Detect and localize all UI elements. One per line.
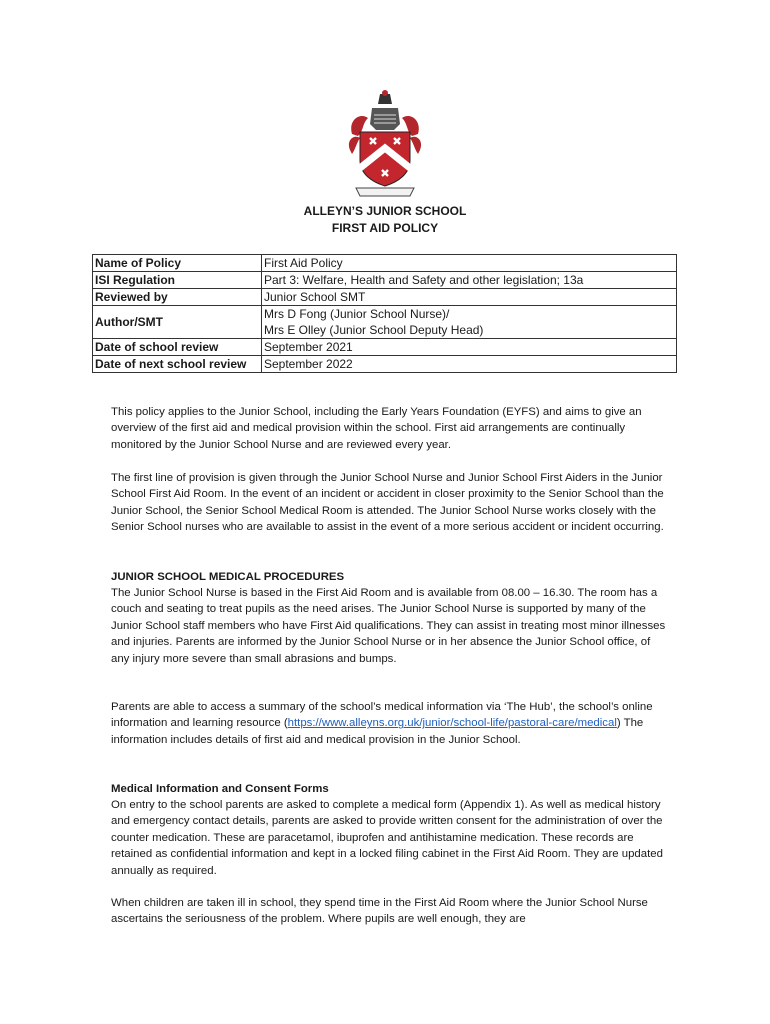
table-row	[93, 255, 677, 272]
row-value	[262, 306, 677, 339]
hub-text-after: ) The information includes details of first aid and medical provision in the Junior School.	[111, 717, 644, 746]
row-label: Name of Policy	[93, 255, 262, 272]
school-crest	[346, 90, 424, 198]
row-label: ISI Regulation	[93, 272, 262, 289]
row-label: Date of next school review	[93, 356, 262, 373]
row-value: Junior School SMT	[262, 289, 677, 306]
author-line-1: Mrs D Fong (Junior School Nurse)/	[264, 307, 450, 321]
hub-text-before: Parents are able to access a summary of the school’s medical information via ‘The Hub’, the school’s online information and learning resource (	[111, 701, 653, 730]
consent-heading: Medical Information and Consent Forms	[111, 783, 329, 795]
row-label: Reviewed by	[93, 289, 262, 306]
table-row	[93, 339, 677, 356]
consent-paragraph: On entry to the school parents are asked to complete a medical form (Appendix 1). As well as medical history and emergency contact details, parents are asked to provide written consent for the administration of over the counter medication. These are paracetamol, ibuprofen and antihistamine medication. These records are retained as confidential information and kept in a locked filing cabinet in the First Aid Room. They are updated annually as required.	[111, 799, 663, 877]
row-value: September 2022	[262, 356, 677, 373]
table-row	[93, 356, 677, 373]
first-line-paragraph: The first line of provision is given through the Junior School Nurse and Junior School First Aiders in the Junior School First Aid Room. In the event of an incident or accident in closer proximity to the Senior School than the Junior School, the Senior School Medical Room is attended. The Junior School Nurse works closely with the Senior School nurses who are available to assist in the event of a more serious accident or incident occurring.	[111, 472, 664, 534]
row-label: Author/SMT	[93, 306, 262, 339]
intro-paragraph: This policy applies to the Junior School, including the Early Years Foundation (EYFS) and aims to give an overview of the first aid and medical provision within the school. First aid arrangements are continually monitored by the Junior School Nurse and are reviewed every year.	[111, 406, 642, 451]
row-label: Date of school review	[93, 339, 262, 356]
table-row	[93, 272, 677, 289]
row-value: First Aid Policy	[262, 255, 677, 272]
row-value: September 2021	[262, 339, 677, 356]
illness-paragraph: When children are taken ill in school, they spend time in the First Aid Room where the Junior School Nurse ascertains the seriousness of the problem. Where pupils are well enough, they are	[111, 897, 648, 926]
school-name: ALLEYN’S JUNIOR SCHOOL	[303, 204, 467, 218]
policy-info-table	[92, 254, 677, 373]
author-line-2: Mrs E Olley (Junior School Deputy Head)	[264, 323, 484, 337]
table-row	[93, 289, 677, 306]
policy-title: FIRST AID POLICY	[331, 221, 439, 235]
table-row	[93, 306, 677, 339]
procedures-heading: JUNIOR SCHOOL MEDICAL PROCEDURES	[111, 571, 345, 583]
medical-info-link[interactable]: https://www.alleyns.org.uk/junior/school-life/pastoral-care/medical	[287, 717, 617, 730]
procedures-paragraph: The Junior School Nurse is based in the First Aid Room and is available from 08.00 – 16.30. The room has a couch and seating to treat pupils as the need arises. The Junior School Nurse is supported by many of the Junior School staff members who have First Aid qualifications. They can assist in treating most minor illnesses and injuries. Parents are informed by the Junior School Nurse or in her absence the Junior School office, of any injury more severe than small abrasions and bumps.	[111, 587, 666, 665]
row-value: Part 3: Welfare, Health and Safety and other legislation; 13a	[262, 272, 677, 289]
hub-paragraph	[111, 699, 671, 748]
